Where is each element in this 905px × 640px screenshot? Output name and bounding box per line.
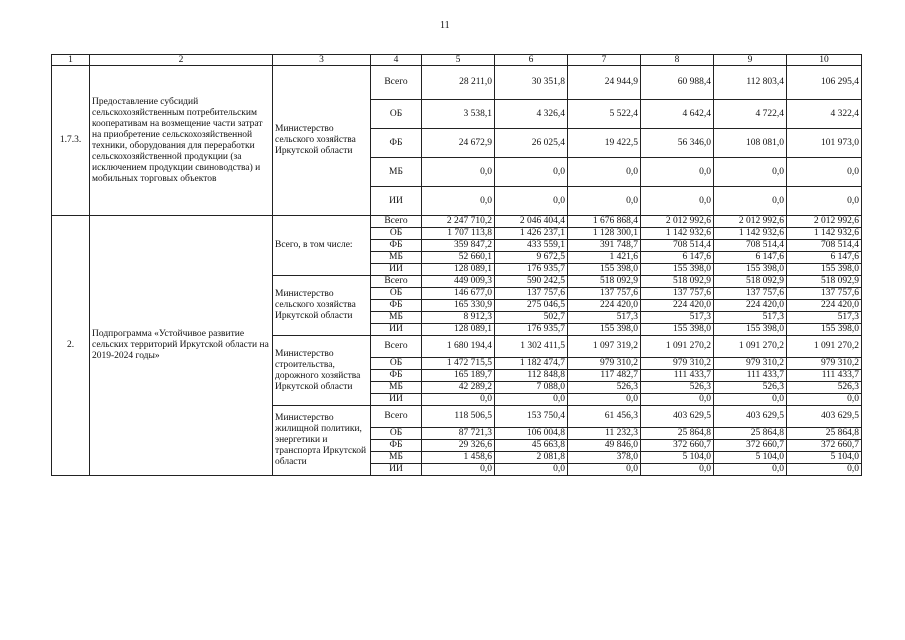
value-cell: 176 935,7 [495, 324, 568, 336]
value-cell: 1 302 411,5 [495, 336, 568, 358]
table-body [52, 55, 862, 476]
value-cell: 0,0 [422, 394, 495, 406]
header-cell: 2 [90, 55, 273, 66]
value-cell: 8 912,3 [422, 312, 495, 324]
value-cell: 449 009,3 [422, 276, 495, 288]
value-cell: 61 456,3 [568, 406, 641, 428]
value-cell: 0,0 [641, 158, 714, 187]
value-cell: 708 514,4 [714, 240, 787, 252]
value-cell: 979 310,2 [787, 358, 862, 370]
value-cell: 403 629,5 [641, 406, 714, 428]
value-cell: 1 472 715,5 [422, 358, 495, 370]
value-cell: 0,0 [422, 464, 495, 476]
value-cell: 52 660,1 [422, 252, 495, 264]
value-cell: 155 398,0 [787, 264, 862, 276]
value-cell: 590 242,5 [495, 276, 568, 288]
value-cell: 0,0 [714, 464, 787, 476]
value-cell: 2 012 992,6 [714, 216, 787, 228]
value-cell: 224 420,0 [714, 300, 787, 312]
value-cell: 42 289,2 [422, 382, 495, 394]
value-cell: 0,0 [568, 394, 641, 406]
value-cell: 0,0 [787, 187, 862, 216]
value-cell: 112 803,4 [714, 66, 787, 100]
value-cell: 391 748,7 [568, 240, 641, 252]
value-cell: 708 514,4 [787, 240, 862, 252]
value-cell: 137 757,6 [714, 288, 787, 300]
value-cell: 0,0 [568, 158, 641, 187]
value-cell: 24 944,9 [568, 66, 641, 100]
value-cell: 526,3 [714, 382, 787, 394]
header-cell: 8 [641, 55, 714, 66]
value-cell: 518 092,9 [787, 276, 862, 288]
value-cell: 87 721,3 [422, 428, 495, 440]
source-label: МБ [371, 158, 422, 187]
executor: Министерство жилищной политики, энергетики и транспорта Иркутской области [273, 406, 371, 476]
value-cell: 979 310,2 [568, 358, 641, 370]
value-cell: 979 310,2 [641, 358, 714, 370]
value-cell: 1 142 932,6 [714, 228, 787, 240]
value-cell: 275 046,5 [495, 300, 568, 312]
value-cell: 0,0 [714, 394, 787, 406]
value-cell: 137 757,6 [495, 288, 568, 300]
executor: Министерство строительства, дорожного хозяйства Иркутской области [273, 336, 371, 406]
value-cell: 526,3 [641, 382, 714, 394]
source-label: ИИ [371, 264, 422, 276]
value-cell: 165 330,9 [422, 300, 495, 312]
value-cell: 4 722,4 [714, 100, 787, 129]
value-cell: 403 629,5 [714, 406, 787, 428]
source-label: ФБ [371, 129, 422, 158]
value-cell: 4 642,4 [641, 100, 714, 129]
header-cell: 4 [371, 55, 422, 66]
source-label: ОБ [371, 358, 422, 370]
value-cell: 4 326,4 [495, 100, 568, 129]
value-cell: 6 147,6 [714, 252, 787, 264]
table-row [52, 66, 862, 100]
value-cell: 502,7 [495, 312, 568, 324]
value-cell: 372 660,7 [787, 440, 862, 452]
value-cell: 1 182 474,7 [495, 358, 568, 370]
source-label: ИИ [371, 187, 422, 216]
source-label: ИИ [371, 464, 422, 476]
value-cell: 0,0 [641, 187, 714, 216]
value-cell: 1 091 270,2 [641, 336, 714, 358]
header-cell: 3 [273, 55, 371, 66]
source-label: Всего [371, 276, 422, 288]
value-cell: 0,0 [641, 394, 714, 406]
value-cell: 117 482,7 [568, 370, 641, 382]
value-cell: 49 846,0 [568, 440, 641, 452]
header-cell: 10 [787, 55, 862, 66]
header-cell: 5 [422, 55, 495, 66]
table-row [52, 216, 862, 228]
source-label: ИИ [371, 324, 422, 336]
executor: Министерство сельского хозяйства Иркутской области [273, 276, 371, 336]
value-cell: 517,3 [714, 312, 787, 324]
value-cell: 5 522,4 [568, 100, 641, 129]
value-cell: 25 864,8 [787, 428, 862, 440]
value-cell: 0,0 [714, 158, 787, 187]
value-cell: 56 346,0 [641, 129, 714, 158]
value-cell: 1 426 237,1 [495, 228, 568, 240]
value-cell: 5 104,0 [714, 452, 787, 464]
value-cell: 155 398,0 [714, 324, 787, 336]
value-cell: 11 232,3 [568, 428, 641, 440]
header-cell: 1 [52, 55, 90, 66]
value-cell: 1 091 270,2 [787, 336, 862, 358]
row-number: 1.7.3. [52, 66, 90, 216]
value-cell: 517,3 [568, 312, 641, 324]
value-cell: 1 097 319,2 [568, 336, 641, 358]
source-label: МБ [371, 252, 422, 264]
source-label: ОБ [371, 288, 422, 300]
source-label: ФБ [371, 440, 422, 452]
value-cell: 128 089,1 [422, 264, 495, 276]
value-cell: 5 104,0 [787, 452, 862, 464]
value-cell: 155 398,0 [714, 264, 787, 276]
value-cell: 45 663,8 [495, 440, 568, 452]
source-label: ИИ [371, 394, 422, 406]
budget-table [51, 54, 862, 476]
value-cell: 155 398,0 [787, 324, 862, 336]
value-cell: 0,0 [787, 394, 862, 406]
value-cell: 0,0 [495, 158, 568, 187]
value-cell: 517,3 [641, 312, 714, 324]
value-cell: 146 677,0 [422, 288, 495, 300]
value-cell: 518 092,9 [568, 276, 641, 288]
value-cell: 29 326,6 [422, 440, 495, 452]
header-cell: 6 [495, 55, 568, 66]
value-cell: 1 680 194,4 [422, 336, 495, 358]
value-cell: 2 012 992,6 [787, 216, 862, 228]
value-cell: 118 506,5 [422, 406, 495, 428]
header-row [52, 55, 862, 66]
value-cell: 359 847,2 [422, 240, 495, 252]
value-cell: 1 421,6 [568, 252, 641, 264]
value-cell: 526,3 [787, 382, 862, 394]
value-cell: 6 147,6 [641, 252, 714, 264]
value-cell: 7 088,0 [495, 382, 568, 394]
value-cell: 137 757,6 [787, 288, 862, 300]
value-cell: 101 973,0 [787, 129, 862, 158]
value-cell: 518 092,9 [641, 276, 714, 288]
value-cell: 26 025,4 [495, 129, 568, 158]
value-cell: 4 322,4 [787, 100, 862, 129]
value-cell: 2 046 404,4 [495, 216, 568, 228]
value-cell: 176 935,7 [495, 264, 568, 276]
value-cell: 403 629,5 [787, 406, 862, 428]
measure-name: Подпрограмма «Устойчивое развитие сельских территорий Иркутской области на 2019-2024 годы» [90, 216, 273, 476]
value-cell: 0,0 [714, 187, 787, 216]
source-label: Всего [371, 216, 422, 228]
value-cell: 0,0 [568, 187, 641, 216]
value-cell: 2 247 710,2 [422, 216, 495, 228]
value-cell: 108 081,0 [714, 129, 787, 158]
value-cell: 0,0 [568, 464, 641, 476]
value-cell: 224 420,0 [568, 300, 641, 312]
value-cell: 517,3 [787, 312, 862, 324]
value-cell: 0,0 [787, 158, 862, 187]
value-cell: 224 420,0 [641, 300, 714, 312]
value-cell: 1 458,6 [422, 452, 495, 464]
value-cell: 106 004,8 [495, 428, 568, 440]
value-cell: 111 433,7 [787, 370, 862, 382]
page-number: 11 [440, 20, 450, 31]
value-cell: 153 750,4 [495, 406, 568, 428]
value-cell: 372 660,7 [714, 440, 787, 452]
value-cell: 25 864,8 [641, 428, 714, 440]
source-label: Всего [371, 406, 422, 428]
value-cell: 165 189,7 [422, 370, 495, 382]
source-label: ФБ [371, 240, 422, 252]
value-cell: 1 142 932,6 [641, 228, 714, 240]
value-cell: 137 757,6 [568, 288, 641, 300]
source-label: ФБ [371, 300, 422, 312]
value-cell: 0,0 [422, 158, 495, 187]
source-label: ОБ [371, 428, 422, 440]
value-cell: 518 092,9 [714, 276, 787, 288]
value-cell: 128 089,1 [422, 324, 495, 336]
source-label: ОБ [371, 100, 422, 129]
row-number: 2. [52, 216, 90, 476]
executor: Всего, в том числе: [273, 216, 371, 276]
value-cell: 60 988,4 [641, 66, 714, 100]
value-cell: 9 672,5 [495, 252, 568, 264]
header-cell: 9 [714, 55, 787, 66]
value-cell: 0,0 [422, 187, 495, 216]
value-cell: 6 147,6 [787, 252, 862, 264]
value-cell: 155 398,0 [568, 264, 641, 276]
value-cell: 1 142 932,6 [787, 228, 862, 240]
value-cell: 155 398,0 [641, 264, 714, 276]
value-cell: 106 295,4 [787, 66, 862, 100]
value-cell: 979 310,2 [714, 358, 787, 370]
value-cell: 1 091 270,2 [714, 336, 787, 358]
source-label: МБ [371, 382, 422, 394]
executor: Министерство сельского хозяйства Иркутской области [273, 66, 371, 216]
source-label: МБ [371, 452, 422, 464]
value-cell: 0,0 [641, 464, 714, 476]
source-label: ФБ [371, 370, 422, 382]
value-cell: 24 672,9 [422, 129, 495, 158]
value-cell: 155 398,0 [568, 324, 641, 336]
value-cell: 25 864,8 [714, 428, 787, 440]
value-cell: 433 559,1 [495, 240, 568, 252]
source-label: МБ [371, 312, 422, 324]
value-cell: 111 433,7 [641, 370, 714, 382]
measure-name: Предоставление субсидий сельскохозяйственным потребительским кооперативам на возмещение части затрат на приобретение сельскохозяйственной техники, оборудования для переработки сельскохозяйственной продукции (за исключением продукции свиноводства) и мобильных торговых объектов [90, 66, 273, 216]
value-cell: 0,0 [495, 187, 568, 216]
source-label: ОБ [371, 228, 422, 240]
source-label: Всего [371, 66, 422, 100]
value-cell: 155 398,0 [641, 324, 714, 336]
value-cell: 1 128 300,1 [568, 228, 641, 240]
value-cell: 1 707 113,8 [422, 228, 495, 240]
header-cell: 7 [568, 55, 641, 66]
value-cell: 111 433,7 [714, 370, 787, 382]
value-cell: 372 660,7 [641, 440, 714, 452]
value-cell: 3 538,1 [422, 100, 495, 129]
value-cell: 19 422,5 [568, 129, 641, 158]
value-cell: 708 514,4 [641, 240, 714, 252]
value-cell: 30 351,8 [495, 66, 568, 100]
value-cell: 28 211,0 [422, 66, 495, 100]
value-cell: 0,0 [495, 464, 568, 476]
value-cell: 112 848,8 [495, 370, 568, 382]
value-cell: 0,0 [495, 394, 568, 406]
value-cell: 378,0 [568, 452, 641, 464]
value-cell: 224 420,0 [787, 300, 862, 312]
value-cell: 2 012 992,6 [641, 216, 714, 228]
value-cell: 2 081,8 [495, 452, 568, 464]
value-cell: 5 104,0 [641, 452, 714, 464]
source-label: Всего [371, 336, 422, 358]
value-cell: 0,0 [787, 464, 862, 476]
value-cell: 1 676 868,4 [568, 216, 641, 228]
value-cell: 526,3 [568, 382, 641, 394]
value-cell: 137 757,6 [641, 288, 714, 300]
